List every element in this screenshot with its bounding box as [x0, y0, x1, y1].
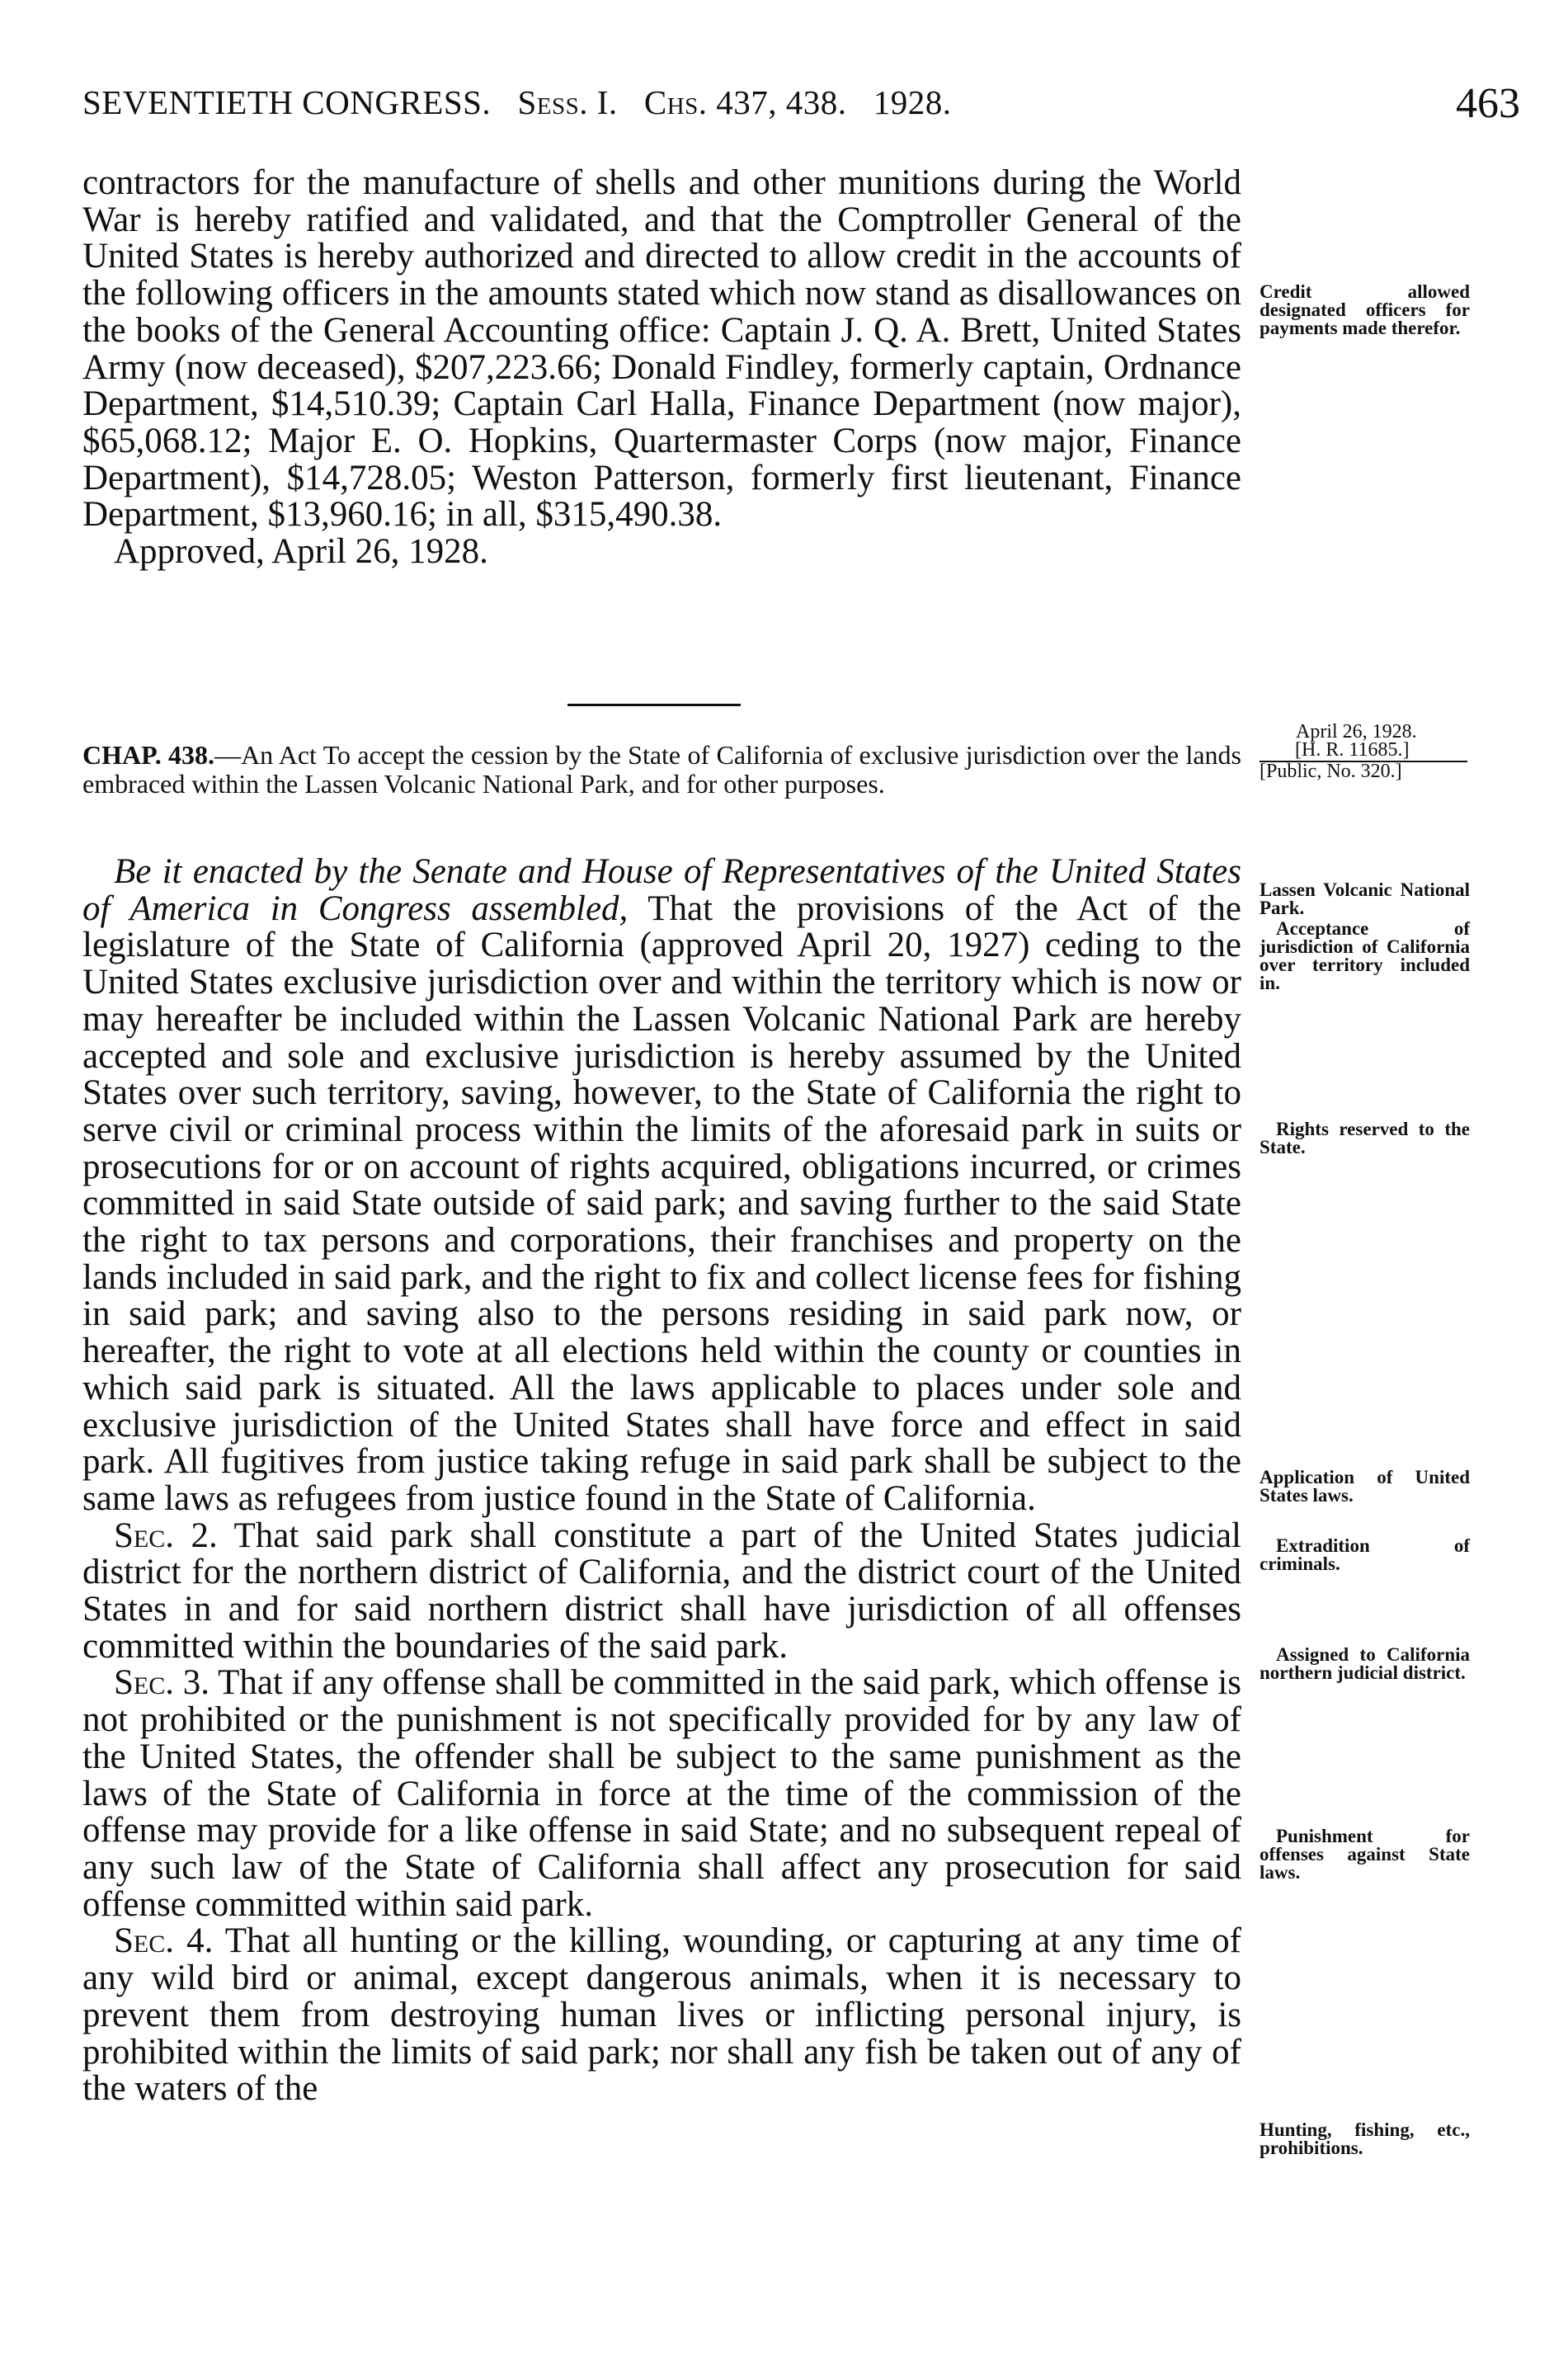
section-2-label: Sec. 2.: [114, 1516, 218, 1555]
margin-note-hunting: Hunting, fishing, etc., prohibitions.: [1260, 2119, 1470, 2158]
header-session: Sess. I.: [517, 83, 618, 121]
running-header: [82, 80, 1520, 140]
chapter-label: CHAP. 438.: [82, 740, 215, 770]
margin-note-extradition: Extradition of criminals.: [1260, 1535, 1470, 1574]
chapter-title: —An Act To accept the cession by the State of California of exclusive jurisdiction over the lands embraced within the Lassen Volcanic National Park, and for other purposes.: [82, 740, 1242, 799]
header-chapters: Chs. 437, 438.: [643, 83, 847, 121]
prior-act-body: contractors for the manufacture of shells and other munitions during the World War is hereby ratified and validated, and that the Comptroller General of the United States is hereby authorized and directed to allow credit in the accounts of the following officers in the amounts stated which now stand as disallowances on the books of the General Accounting office: Captain J. Q. A. Brett, United States Army (now deceased), $207,223.66; Donald Findley, formerly captain, Ordnance Department, $14,510.39; Captain Carl Halla, Finance Department (now major), $65,068.12; Major E. O. Hopkins, Quartermaster Corps (now major, Finance Department), $14,728.05; Weston Patterson, formerly first lieutenant, Finance Department, $13,960.16; in all, $315,490.38.: [82, 163, 1241, 535]
margin-note-assigned: Assigned to California northern judicial district.: [1260, 1644, 1470, 1683]
margin-note-lassen: Lassen Volcanic National Park.: [1260, 879, 1470, 918]
prior-act-text: [82, 165, 1241, 571]
page-number: 463: [1456, 80, 1520, 127]
section-4-label: Sec. 4.: [114, 1921, 214, 1961]
margin-note-rights: Rights reserved to the State.: [1260, 1119, 1470, 1157]
chapter-heading: [82, 741, 1241, 799]
bill-number-line: [1260, 741, 1467, 762]
section-3-label: Sec. 3.: [114, 1663, 210, 1703]
margin-note-punishment: Punishment for offenses against State laws.: [1260, 1826, 1470, 1883]
section-1-text: That the provisions of the Act of the legislature of the State of California (approved April 20, 1927) ceding to the United States exclusive jurisdiction over and within the territory which is now or may hereafter be included within the Lassen Volcanic National Park are hereby accepted and sole and exclusive jurisdiction is hereby assumed by the United States over such territory, saving, however, to the State of California the right to serve civil or criminal process within the limits of the aforesaid park in suits or prosecutions for or on account of rights acquired, obligations incurred, or crimes committed in said State outside of said park; and saving further to the said State the right to tax persons and corporations, their franchises and property on the lands included in said park, and the right to fix and collect license fees for fishing in said park; and saving also to the persons residing in said park now, or hereafter, the right to vote at all elections held within the county or counties in which said park is situated. All the laws applicable to places under sole and exclusive jurisdiction of the United States shall have force and effect in said park. All fugitives from justice taking refuge in said park shall be subject to the same laws as refugees from justice found in the State of California.: [82, 889, 1241, 1518]
section-2: [82, 1518, 1241, 1666]
act-body: [82, 854, 1241, 2108]
public-law-number: [Public, No. 320.]: [1260, 761, 1402, 782]
section-3: [82, 1665, 1241, 1923]
bill-number: [H. R. 11685.]: [1295, 739, 1410, 761]
section-3-text: That if any offense shall be committed in the said park, which offense is not prohibited or the punishment is not specifically provided for by any law of the United States, the offender shall be subject to the same punishment as the laws of the State of California in force at the time of the commission of the offense may provide for a like offense in said State; and no subsequent repeal of any such law of the State of California shall affect any prosecution for said offense committed within said park.: [82, 1663, 1242, 1924]
section-4: [82, 1923, 1241, 2108]
header-congress: SEVENTIETH CONGRESS.: [82, 83, 492, 121]
section-2-text: That said park shall constitute a part of the United States judicial district for the northern district of California, and the district court of the United States in and for said northern district shall have jurisdiction of all offenses committed within the boundaries of the said park.: [82, 1516, 1241, 1666]
enacting-clause: [82, 854, 1241, 1518]
approved-line: Approved, April 26, 1928.: [114, 532, 488, 572]
header-title: [82, 82, 952, 122]
act-date: April 26, 1928.: [1296, 721, 1417, 742]
section-4-text: That all hunting or the killing, wounding, or capturing at any time of any wild bird or animal, except dangerous animals, when it is necessary to prevent them from destroying human lives or inflicting personal injury, is prohibited within the limits of said park; nor shall any fish be taken out of any of the waters of the: [82, 1921, 1241, 2109]
header-year: 1928.: [873, 83, 952, 121]
margin-note-acceptance: Acceptance of jurisdiction of California over territory included in.: [1260, 918, 1470, 993]
enacting-formula: Be it enacted by the Senate and House of Representatives of the United States of America in Congress assembled,: [82, 852, 1241, 928]
margin-note-application: Application of United States laws.: [1260, 1467, 1470, 1506]
margin-note-credit: Credit allowed designated officers for payments made therefor.: [1260, 281, 1470, 338]
date-bill-block: [1260, 723, 1466, 780]
section-divider: [567, 704, 741, 706]
